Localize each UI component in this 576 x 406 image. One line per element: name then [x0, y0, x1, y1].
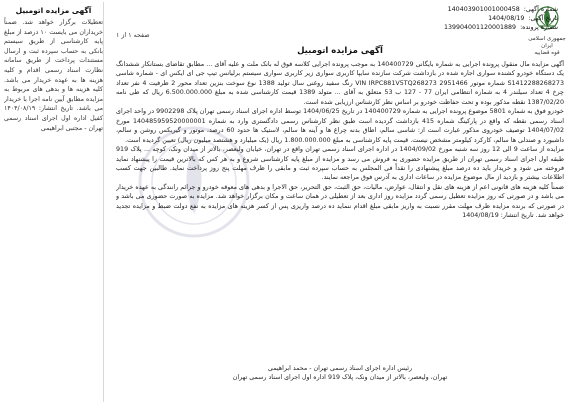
page-count: صفحه ۱ از ۱ [116, 32, 150, 39]
previous-notice-text: تعطیلات برگزار خواهد شد. ضمناً خریداران می بایست ۱۰ درصد از مبلغ پایه کارشناسی از طریق سیستم بانکی به حساب سپرده ثبت و ارسال مستندات پرداخت از طریق سامانه نظارت اسناد رسمی اقدام و کلیه هزینه ها به عهده خریدار می باشد. کلیه هزینه ها و بدهی های مربوط به مزایده مطابق آیین نامه اجرا با خریدار می باشد. تاریخ انتشار: ۱۴۰۴/۰۸/۱۹ کفیل اداره اول اجرای اسناد رسمی تهران - مجتبی ابراهیمی [4, 19, 103, 132]
signatory-line: رئیس اداره اجرای اسناد رسمی تهران - محمد ابراهیمی [267, 365, 413, 372]
notice-body [116, 60, 564, 360]
notice-meta [408, 5, 558, 32]
notice-paragraph: آگهی مزایده مال منقول پرونده اجرایی به شماره بایگانی 140400729 به موجب پرونده اجرایی کلاسه فوق له بانک ملت و علیه آقای ... مطابق تقاضای بستانکار ششدانگ یک دستگاه خودرو کشنده سواری اجاره شده در بازداشت شرکت سازنده سایپا کاربری سواری زیر کاربری سواری سیستم برلیانس تیپ جی ای ایکس ای - شماره شاسی S1412288268273 شماره موتور 2951466 VIN IRPC881V5TQ268273 رنگ سفید روغنی سال تولید 1388 نوع سوخت بنزین تعداد محور 2 ظرفیت 4 نفر تعداد چرخ 4 تعداد سیلندر 4 به شماره انتظامی ایران 77 - 127 ب 53 متعلق به آقای ... متولد 1389 قیمت کارشناسی شده به مبلغ 6.500.000.000 ریال که طی نامه 1387/02/20 نقطه مذکور بوده و تحت حفاظت خودرو بر اساس نظر کارشناس ارزیابی شده است. [116, 61, 564, 106]
ministry-line-2: قوه قضاییه [534, 50, 560, 56]
notice-paragraph: ضمناً کلیه هزینه های قانونی اعم از هزینه های نقل و انتقال، عوارض، مالیات، حق الثبت، حق التحریر، حق الاجرا و بدهی های معوقه خودرو و جرائم رانندگی به عهده خریدار می باشد و در صورتی که روز مزایده تعطیل رسمی گردد مزایده روز اداری بعد از تعطیلی در همان ساعت و مکان برگزار خواهد شد. مزایده به صورت حضوری می باشد و در صورتی که برنده مزایده ظرف مهلت مقرر نسبت به واریز مابقی مبلغ اقدام ننماید ده درصد واریزی پس از کسر هزینه های مزایده به نفع دولت ضبط و مزایده تجدید خواهد شد. تاریخ انتشار: 1404/08/19 [116, 183, 564, 220]
notice-column [108, 2, 572, 404]
meta-value: 1404/08/19 [488, 15, 525, 22]
notice-paragraph: مزایده از ساعت 9 الی 12 روز سه شنبه مورخ 1404/09/02 در اداره اجرای اسناد رسمی تهران واقع در تهران، خیابان ولیعصر، بالاتر از میدان ونک، کوچه ... پلاک 919 طبقه اول اجرای اسناد رسمی تهران از طریق مزایده حضوری به فروش می رسد و مزایده از مبلغ پایه کارشناسی شروع و به هر کس که بالاترین قیمت را پیشنهاد نماید فروخته می شود و خریدار باید ده درصد مبلغ پیشنهادی را نقداً فی المجلس به حساب سپرده ثبت و مابقی را ظرف مهلت پنج روز پرداخت نماید. طالبین جهت کسب اطلاعات بیشتر و بازدید از مال موضوع مزایده در ساعات اداری به آدرس فوق مراجعه نمایند. [116, 146, 564, 182]
previous-notice-heading: آگهی مزایده اتومبیل [15, 6, 92, 15]
notice-footer [108, 364, 572, 382]
notice-title: آگهی مزایده اتومبیل [297, 46, 383, 56]
notice-paragraph: خودرو فوق به شماره 5801 موضوع پرونده اجرایی به شماره 140400729 در تاریخ 1404/06/25 توسط اداره اجرای اسناد رسمی تهران پلاک 9902298 در واحد اجرای اسناد رسمی نقطه که واقع در پارکینگ شماره 415 بازداشت گردیده است طبق نظر کارشناس رسمی دادگستری وارد به شماره 140485959520000001 مورخ 1404/07/02 توصیف خودروی مذکور عبارت است از: شاسی سالم، اطاق بدنه چراغ ها و آینه ها سالم، لاستیک ها حدود 60 درصد، موتور و گیربکس روشن و سالم، داشبورد و صندلی ها سالم، کارکرد کیلومتر مشخص نیست. قیمت پایه کارشناسی به مبلغ 1.800.000.000 ریال (یک میلیارد و هشتصد میلیون ریال) تعیین گردیده است. [116, 108, 564, 144]
meta-label: شماره آگهی: [523, 6, 558, 13]
meta-value: 139904001120001889 [443, 24, 517, 31]
meta-row-case-number [408, 23, 558, 32]
meta-value: 140403901001000458 [447, 6, 520, 13]
ministry-line-1: جمهوری اسلامی ایران [528, 36, 566, 49]
meta-row-notice-date [408, 14, 558, 23]
address-line: تهران، ولیعصر، بالاتر از میدان ونک، پلاک 919 اداره اول اجرای اسناد رسمی تهران [232, 374, 448, 381]
meta-label: شماره پرونده: [520, 24, 558, 31]
previous-notice-column [4, 2, 104, 402]
meta-label: تاریخ آگهی: [528, 15, 558, 22]
meta-row-notice-number [408, 5, 558, 14]
